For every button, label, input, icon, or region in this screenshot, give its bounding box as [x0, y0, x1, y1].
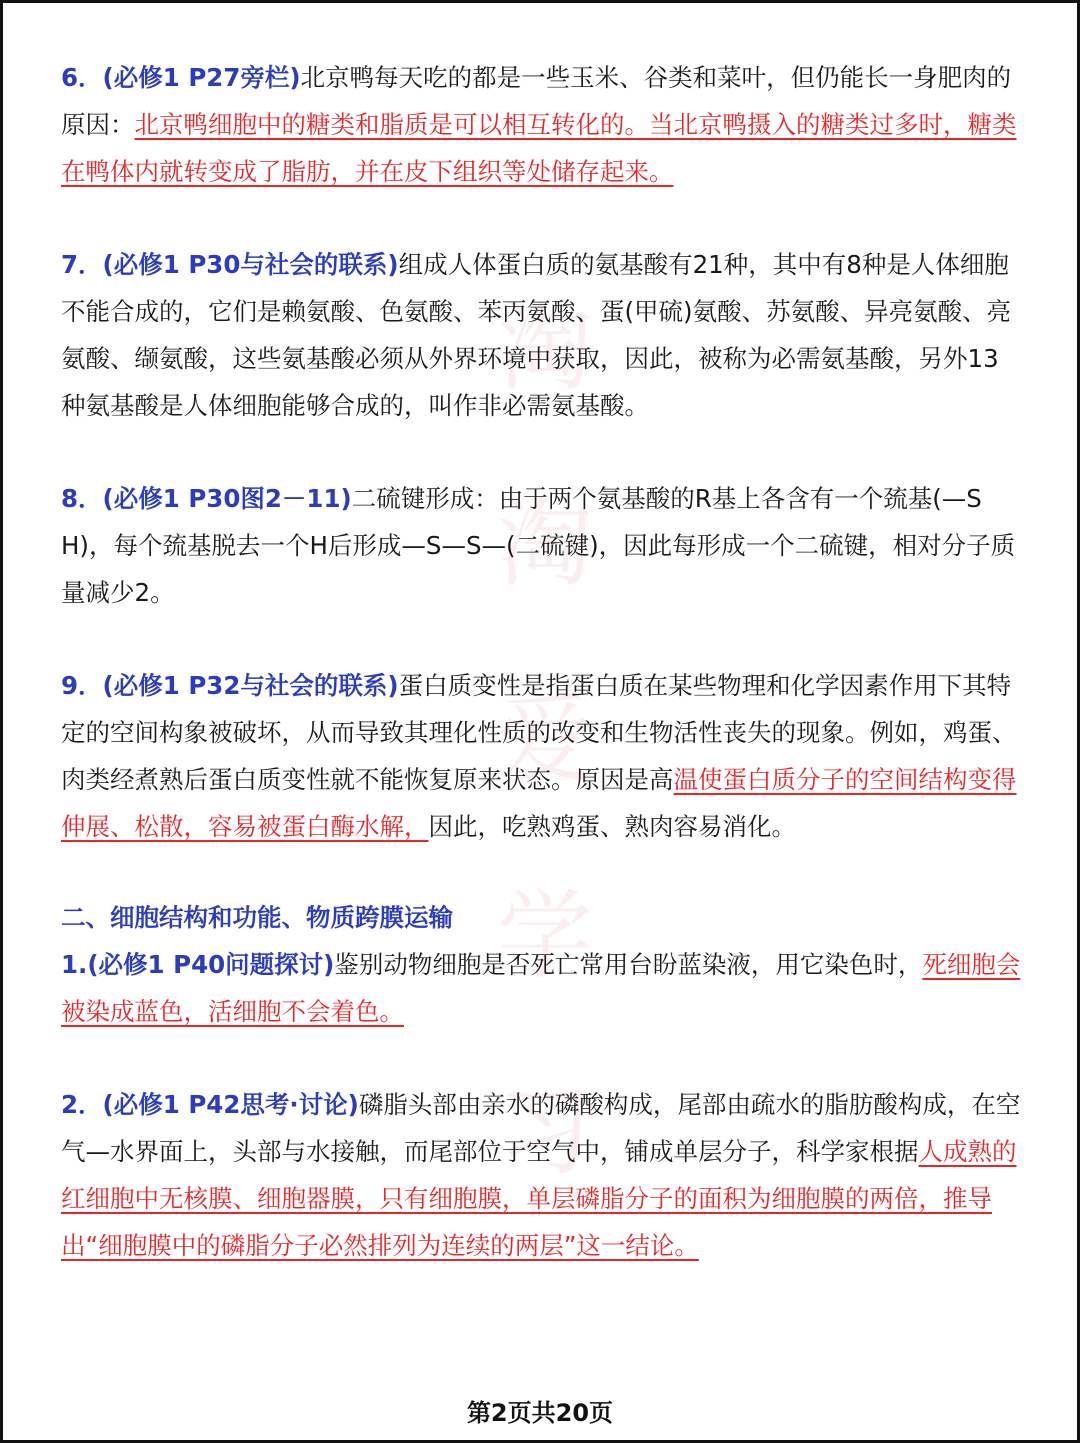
- watermark-char-2: 淘: [497, 488, 593, 600]
- item-6-text: 北京鸭每天吃的都是一些玉米、谷类和菜叶，但仍能长一身肥肉的原因：: [61, 63, 1012, 139]
- section-2-item-2: [61, 1081, 1023, 1269]
- item-7-text: 组成人体蛋白质的氨基酸有21种，其中有8种是人体细胞不能合成的，它们是赖氨酸、色氨酸、苯丙氨酸、蛋(甲硫)氨酸、苏氨酸、异亮氨酸、亮氨酸、缬氨酸，这些氨基酸必须从外界环境中获取，因此，被称为必需氨基酸，另外13种氨基酸是人体细胞能够合成的，叫作非必需氨基酸。: [61, 250, 1012, 420]
- item-9-text: 蛋白质变性是指蛋白质在某些物理和化学因素作用下其特定的空间构象被破坏，从而导致其理化性质的改变和生物活性丧失的现象。例如，鸡蛋、肉类经煮熟后蛋白质变性就不能恢复原来状态。原因是高: [61, 671, 1017, 794]
- section-2-item-1-ref: 1.(必修1 P40问题探讨): [61, 950, 335, 979]
- page-number: 第2页共20页: [466, 1399, 614, 1427]
- watermark-char-1: 淘: [497, 292, 593, 404]
- item-6-answer: 北京鸭细胞中的糖类和脂质是可以相互转化的。当北京鸭摄入的糖类过多时，糖类在鸭体内就转变成了脂肪，并在皮下组织等处储存起来。: [61, 110, 1017, 186]
- item-9-tail: 因此，吃熟鸡蛋、熟肉容易消化。: [428, 812, 796, 841]
- item-8: [61, 475, 1023, 616]
- watermark-char-5: 习: [497, 1076, 593, 1188]
- section-2-title: 二、细胞结构和功能、物质跨膜运输: [61, 903, 453, 932]
- section-2-item-1-answer: 死细胞会被染成蓝色，活细胞不会着色。: [61, 950, 1021, 1026]
- item-6: [61, 54, 1023, 195]
- item-7: [61, 241, 1023, 429]
- item-9-answer: 温使蛋白质分子的空间结构变得伸展、松散，容易被蛋白酶水解，: [61, 765, 1017, 841]
- section-2-item-1-text: 鉴别动物细胞是否死亡常用台盼蓝染液，用它染色时，: [334, 950, 923, 979]
- watermark-char-3: 爱: [497, 684, 593, 796]
- item-9-ref: 9．(必修1 P32与社会的联系): [61, 671, 399, 700]
- section-2-item-2-text: 磷脂头部由亲水的磷酸构成，尾部由疏水的脂肪酸构成，在空气—水界面上，头部与水接触，而尾部位于空气中，铺成单层分子，科学家根据: [61, 1090, 1021, 1166]
- item-7-ref: 7．(必修1 P30与社会的联系): [61, 250, 399, 279]
- item-8-text: 二硫键形成：由于两个氨基酸的R基上各含有一个巯基(—SH)，每个巯基脱去一个H后形成—S—S—(二硫键)，因此每形成一个二硫键，相对分子质量减少2。: [61, 484, 1016, 607]
- watermark-char-4: 学: [497, 880, 593, 992]
- item-8-ref: 8．(必修1 P30图2－11): [61, 484, 352, 513]
- section-2-item-2-answer: 人成熟的红细胞中无核膜、细胞器膜，只有细胞膜，单层磷脂分子的面积为细胞膜的两倍，推导出“细胞膜中的磷脂分子必然排列为连续的两层”这一结论。: [61, 1137, 1017, 1260]
- section-2-item-2-ref: 2．(必修1 P42思考·讨论): [61, 1090, 359, 1119]
- section-2-item-1: [61, 941, 1023, 1035]
- item-6-ref: 6．(必修1 P27旁栏): [61, 63, 301, 92]
- document-body: [61, 54, 1023, 1269]
- item-9: [61, 662, 1023, 850]
